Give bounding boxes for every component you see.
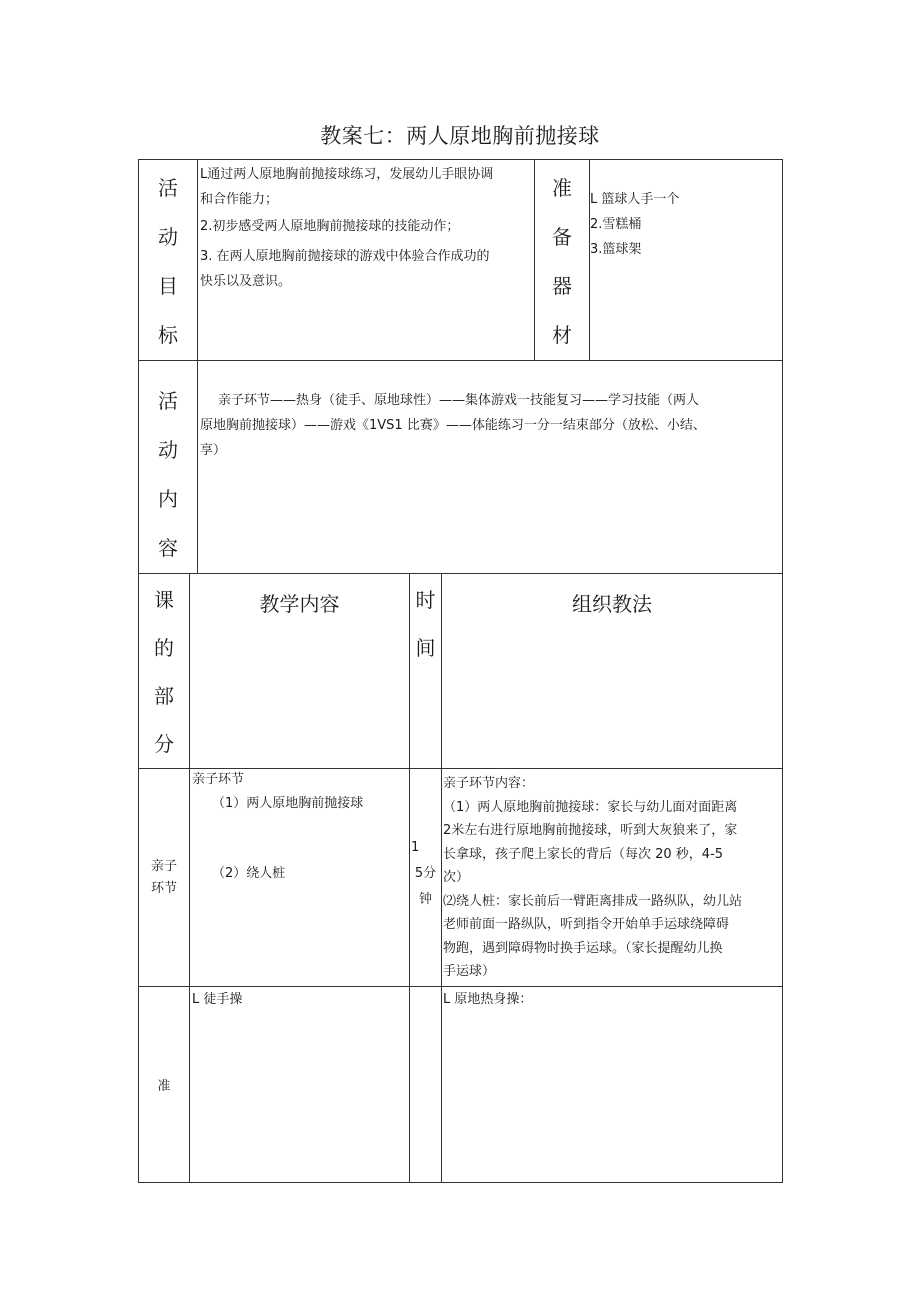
content-title: 亲子环节	[192, 772, 245, 787]
time-line: 1	[411, 840, 420, 855]
part-header-char: 分	[154, 732, 174, 756]
teaching-content-header: 教学内容	[190, 574, 410, 769]
method-line: （1）两人原地胸前抛接球：家长与幼儿面对面距离	[443, 799, 738, 815]
part-header-char: 课	[154, 588, 174, 612]
content-item: （2）绕人桩	[212, 866, 286, 881]
method-line: ⑵绕人桩：家长前后一臂距离排成一路纵队，幼儿站	[443, 893, 743, 909]
goal-label-char: 标	[158, 323, 178, 347]
method-line: 老师前面一路纵队，听到指令开始单手运球绕障碍	[443, 917, 730, 932]
time-header	[410, 574, 442, 769]
part-line: 亲子	[150, 858, 177, 874]
method-cell	[442, 769, 783, 987]
goal-line: 3. 在两人原地胸前抛接球的游戏中体验合作成功的	[200, 249, 490, 264]
method-line: 长拿球，孩子爬上家长的背后（每次 20 秒，4-5	[443, 846, 724, 862]
time-cell	[410, 769, 442, 987]
part-header-char: 的	[154, 636, 174, 660]
prep-label	[535, 160, 590, 361]
equipment-item: 3.篮球架	[590, 242, 642, 257]
method-cell	[442, 987, 783, 1183]
content-label-char: 内	[158, 487, 178, 511]
page-title: 教案七：两人原地胸前抛接球	[320, 124, 600, 148]
content-label-char: 活	[158, 389, 178, 413]
content-line: 享）	[200, 443, 227, 458]
goal-line: 快乐以及意识。	[200, 274, 292, 289]
content-line: 亲子环节——热身（徒手、原地球性）——集体游戏一技能复习——学习技能（两人	[218, 393, 700, 408]
equipment-item: 2.雪糕桶	[590, 217, 642, 232]
time-cell	[410, 987, 442, 1183]
prep-label-char: 器	[552, 274, 572, 298]
part-line: 准	[157, 1079, 171, 1094]
equipment-cell	[590, 160, 783, 361]
time-line: 钟	[418, 892, 432, 907]
goals-cell	[198, 160, 535, 361]
part-cell	[139, 987, 190, 1183]
part-cell	[139, 769, 190, 987]
equipment-item: L 篮球人手一个	[590, 192, 680, 207]
content-label	[139, 361, 198, 574]
goal-line: 和合作能力；	[200, 192, 279, 207]
part-line: 环节	[150, 880, 177, 896]
time-line: 5分	[414, 866, 437, 881]
content-label-char: 动	[158, 438, 178, 462]
goal-label-char: 目	[158, 274, 178, 298]
part-header	[139, 574, 190, 769]
time-header-char: 间	[415, 636, 436, 660]
content-title: L 徒手操	[192, 992, 243, 1007]
part-header-char: 部	[154, 684, 174, 708]
content-item: （1）两人原地胸前抛接球	[212, 796, 364, 811]
prep-label-char: 材	[552, 323, 572, 347]
content-label-char: 容	[158, 536, 178, 560]
goal-label-char: 活	[158, 176, 178, 200]
lesson-plan-table	[138, 573, 783, 1183]
method-line: 物跑，遇到障碍物时换手运球。（家长提醒幼儿换	[443, 940, 723, 956]
goal-line: 2.初步感受两人原地胸前抛接球的技能动作；	[200, 219, 460, 234]
teaching-content-cell	[190, 769, 410, 987]
teaching-content-cell	[190, 987, 410, 1183]
content-line: 原地胸前抛接球）——游戏《1VS1 比赛》——体能练习一分一结束部分（放松、小结、	[200, 418, 706, 433]
prep-label-char: 备	[552, 225, 572, 249]
method-line: 手运球）	[443, 964, 496, 979]
method-line: 2米左右进行原地胸前抛接球，听到大灰狼来了，家	[443, 823, 738, 838]
method-line: L 原地热身操：	[443, 992, 533, 1007]
method-line: 次）	[443, 870, 470, 885]
activity-overview-table	[138, 159, 783, 574]
prep-label-char: 准	[552, 176, 572, 200]
method-header: 组织教法	[442, 574, 783, 769]
goal-label-char: 动	[158, 225, 178, 249]
method-line: 亲子环节内容：	[443, 776, 535, 791]
activity-content-cell	[198, 361, 783, 574]
time-header-char: 时	[415, 588, 436, 612]
goal-label	[139, 160, 198, 361]
goal-line: L通过两人原地胸前抛接球练习，发展幼儿手眼协调	[200, 167, 494, 182]
